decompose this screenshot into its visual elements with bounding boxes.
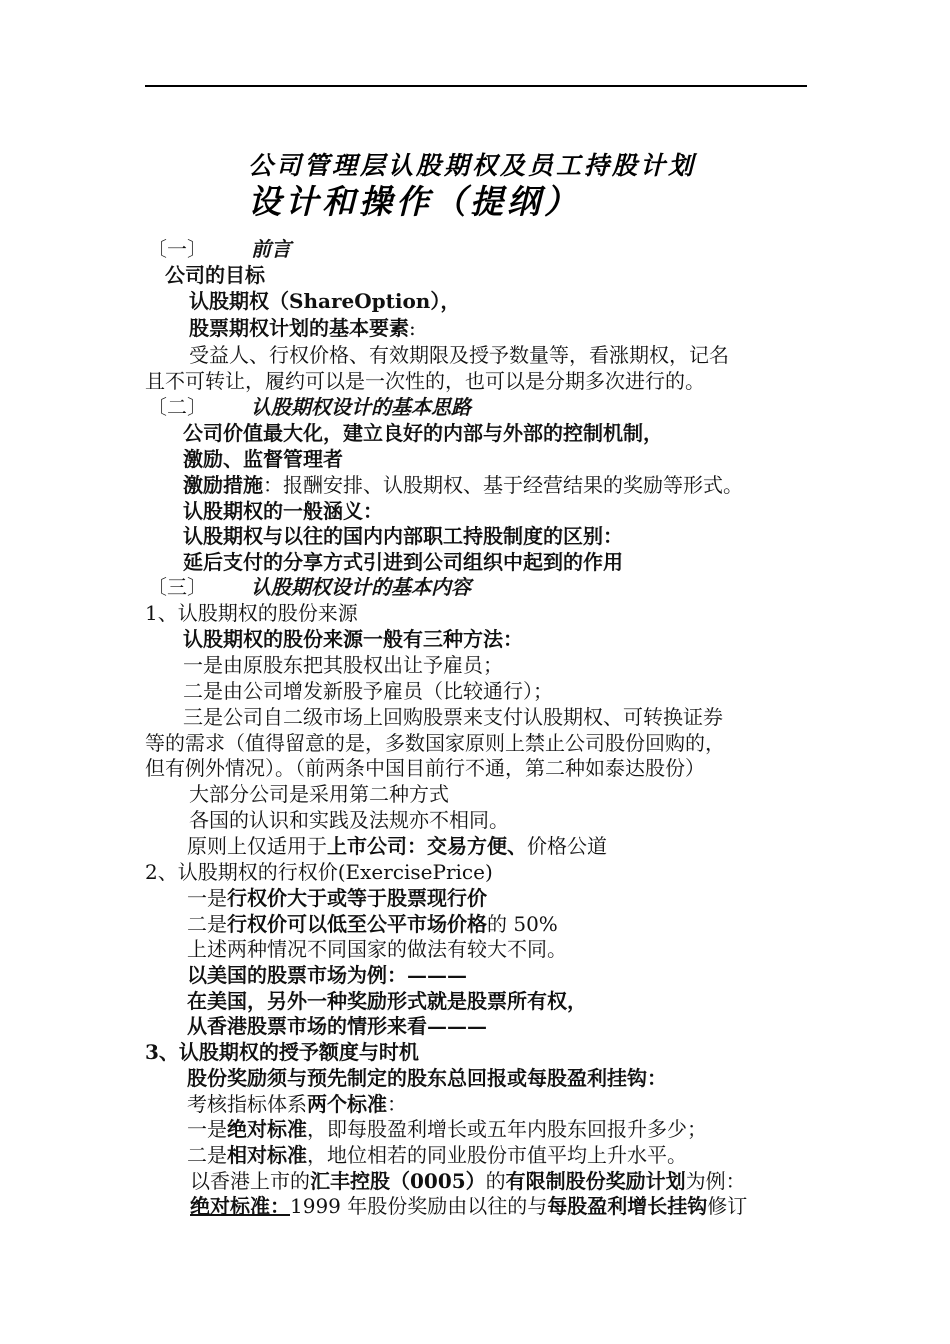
section-3-heading xyxy=(147,574,471,600)
text-run: 有限制股份奖励计划 xyxy=(505,1169,686,1193)
paragraph-line: 受益人、行权价格、有效期限及授予数量等，看涨期权，记名 xyxy=(189,343,729,367)
section-title: 认股期权设计的基本内容 xyxy=(251,575,471,599)
paragraph-line: 但有例外情况）。（前两条中国目前行不通，第二种如泰达股份） xyxy=(145,756,705,780)
section-title: 认股期权设计的基本思路 xyxy=(251,395,471,419)
text-run: ，地位相若的同业股份市值平均上升水平。 xyxy=(307,1143,687,1167)
text-run: 股票期权计划的基本要素 xyxy=(189,316,409,340)
text-run: 的 50% xyxy=(487,912,558,936)
text-run: 两个标准 xyxy=(307,1092,387,1116)
text-run: 以香港上市的 xyxy=(190,1169,310,1193)
paragraph-line xyxy=(183,472,743,498)
text-run: 原则上仅适用于 xyxy=(187,834,327,858)
section-2-heading xyxy=(147,394,471,420)
paragraph-line: 上述两种情况不同国家的做法有较大不同。 xyxy=(187,937,567,961)
text-run: ： xyxy=(387,1092,407,1116)
paragraph-line: 认股期权与以往的国内内部职工持股制度的区别： xyxy=(183,524,623,548)
document-title-line2: 设计和操作（提纲） xyxy=(248,182,581,221)
paragraph-line: 二是由公司增发新股予雇员（比较通行）； xyxy=(183,679,553,703)
text-run: 价格公道 xyxy=(527,834,607,858)
paragraph-line: 认股期权的一般涵义： xyxy=(183,499,383,523)
paragraph-line xyxy=(187,833,607,859)
paragraph-line: 激励、监督管理者 xyxy=(183,447,343,471)
text-run: 绝对标准 xyxy=(227,1117,307,1141)
paragraph-line: 大部分公司是采用第二种方式 xyxy=(189,782,449,806)
text-run: 行权价大于或等于股票现行价 xyxy=(227,886,487,910)
paragraph-line: 以美国的股票市场为例：——— xyxy=(187,963,467,987)
text-run: ShareOption xyxy=(289,289,431,313)
paragraph-line: 各国的认识和实践及法规亦不相同。 xyxy=(189,808,509,832)
paragraph-line: 三是公司自二级市场上回购股票来支付认股期权、可转换证券 xyxy=(183,705,723,729)
paragraph-line: 公司价值最大化，建立良好的内部与外部的控制机制， xyxy=(183,421,663,445)
text-run: 每股盈利增长挂钩 xyxy=(547,1194,708,1218)
paragraph-line xyxy=(187,1091,407,1117)
paragraph-line: 在美国，另外一种奖励形式就是股票所有权， xyxy=(187,989,587,1013)
section-title: 前言 xyxy=(251,237,291,261)
section-number: 〔一〕 xyxy=(147,237,207,261)
text-run: 考核指标体系 xyxy=(187,1092,307,1116)
text-run: ）， xyxy=(430,289,461,313)
paragraph-line xyxy=(187,1142,687,1168)
text-run: 一是 xyxy=(187,1117,227,1141)
paragraph-line: 公司的目标 xyxy=(165,263,265,287)
text-run: 的 xyxy=(485,1169,506,1193)
paragraph-line xyxy=(187,885,487,911)
subsection-heading: 3、认股期权的授予额度与时机 xyxy=(145,1040,419,1064)
text-run: 1999 年股份奖励由以往的与 xyxy=(290,1194,548,1218)
paragraph-line: 等的需求（值得留意的是，多数国家原则上禁止公司股份回购的， xyxy=(145,731,725,755)
text-run: 二是 xyxy=(187,1143,227,1167)
paragraph-line xyxy=(190,1168,746,1194)
text-run: 为例： xyxy=(685,1169,746,1193)
paragraph-line: 一是由原股东把其股权出让予雇员； xyxy=(183,653,503,677)
paragraph-line xyxy=(190,1193,747,1219)
text-run: 汇丰控股（0005） xyxy=(310,1169,486,1193)
paragraph-line: 股份奖励须与预先制定的股东总回报或每股盈利挂钩： xyxy=(187,1066,667,1090)
subsection-heading: 2、认股期权的行权价(ExercisePrice) xyxy=(145,860,493,884)
paragraph-line: 且不可转让，履约可以是一次性的，也可以是分期多次进行的。 xyxy=(145,369,705,393)
text-run: 一是 xyxy=(187,886,227,910)
text-run: 相对标准 xyxy=(227,1143,307,1167)
text-run: 上市公司：交易方便、 xyxy=(327,834,527,858)
section-number: 〔二〕 xyxy=(147,395,207,419)
text-run: 修订 xyxy=(707,1194,748,1218)
paragraph-line: 延后支付的分享方式引进到公司组织中起到的作用 xyxy=(183,550,623,574)
text-run: ，即每股盈利增长或五年内股东回报升多少； xyxy=(307,1117,707,1141)
section-1-heading xyxy=(147,236,291,262)
header-rule xyxy=(145,85,807,87)
text-run: : xyxy=(409,316,416,340)
paragraph-line xyxy=(187,1116,707,1142)
text-run: 认股期权（ xyxy=(189,289,289,313)
document-title-line1: 公司管理层认股期权及员工持股计划 xyxy=(248,151,697,180)
paragraph-line: 从香港股票市场的情形来看——— xyxy=(187,1014,487,1038)
section-number: 〔三〕 xyxy=(147,575,207,599)
text-run: 绝对标准： xyxy=(190,1194,290,1218)
paragraph-line: 认股期权的股份来源一般有三种方法： xyxy=(183,627,523,651)
subsection-heading: 1、认股期权的股份来源 xyxy=(145,601,358,625)
text-run: 行权价可以低至公平市场价格 xyxy=(227,912,487,936)
text-run: 激励措施 xyxy=(183,473,263,497)
text-run: ：报酬安排、认股期权、基于经营结果的奖励等形式。 xyxy=(263,473,743,497)
text-run: 二是 xyxy=(187,912,227,936)
paragraph-line xyxy=(187,911,558,937)
paragraph-line xyxy=(189,288,460,314)
paragraph-line xyxy=(189,315,416,341)
